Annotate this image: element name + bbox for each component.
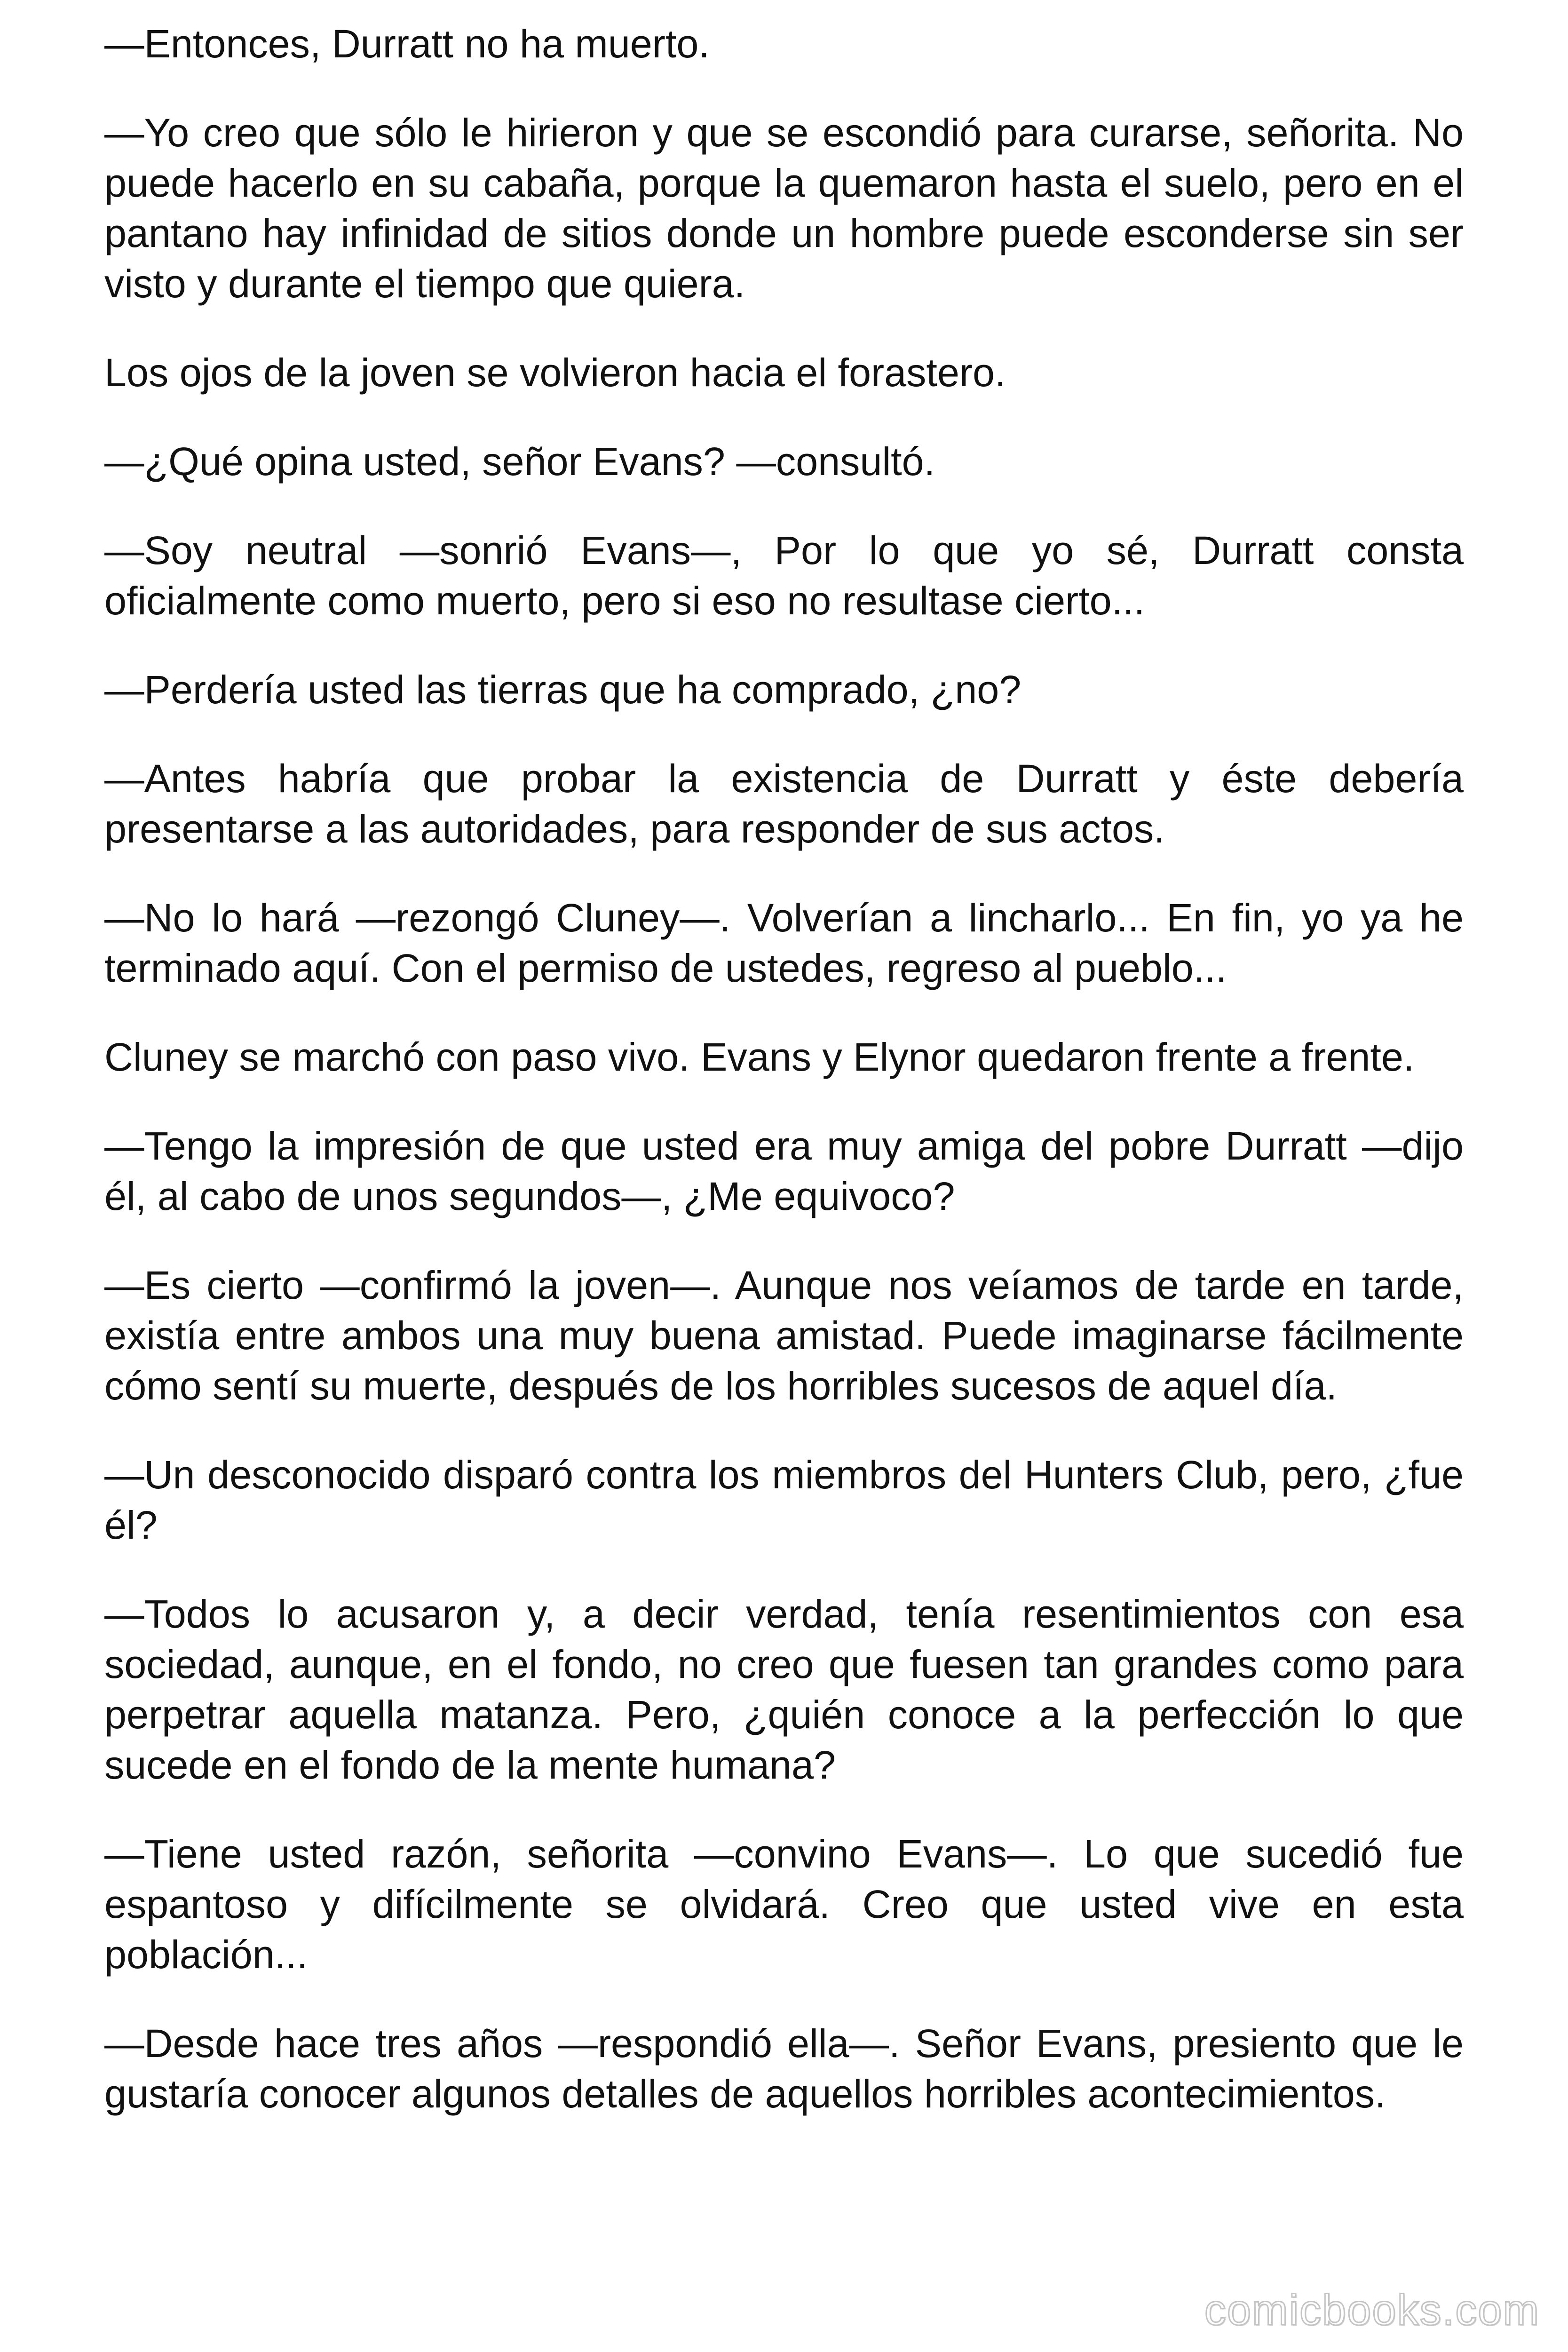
paragraph: —Desde hace tres años —respondió ella—. Señor Evans, presiento que le gustaría conocer algunos detalles de aquellos horribles acontecimientos. <box>104 2021 1464 2116</box>
paragraph: Cluney se marchó con paso vivo. Evans y Elynor quedaron frente a frente. <box>104 1035 1415 1079</box>
paragraph: —Yo creo que sólo le hirieron y que se escondió para curarse, señorita. No puede hacerlo en su cabaña, porque la quemaron hasta el suelo, pero en el pantano hay infinidad de sitios donde un hombre puede esconderse sin ser visto y durante el tiempo que quiera. <box>104 111 1464 306</box>
paragraph: —Es cierto —confirmó la joven—. Aunque nos veíamos de tarde en tarde, existía entre ambos una muy buena amistad. Puede imaginarse fácilmente cómo sentí su muerte, después de los horribles sucesos de aquel día. <box>104 1263 1464 1408</box>
watermark: comicbooks.com <box>1204 2286 1540 2334</box>
paragraph: —Soy neutral —sonrió Evans—, Por lo que yo sé, Durratt consta oficialmente como muerto, pero si eso no resultase cierto... <box>104 528 1464 623</box>
paragraph: —¿Qué opina usted, señor Evans? —consultó. <box>104 439 935 484</box>
paragraph: —Tiene usted razón, señorita —convino Evans—. Lo que sucedió fue espantoso y difícilmente se olvidará. Creo que usted vive en esta población... <box>104 1832 1464 1977</box>
paragraph: —Antes habría que probar la existencia de Durratt y éste debería presentarse a las autoridades, para responder de sus actos. <box>104 756 1464 851</box>
paragraph: —No lo hará —rezongó Cluney—. Volverían a lincharlo... En fin, yo ya he terminado aquí. Con el permiso de ustedes, regreso al pueblo... <box>104 896 1464 990</box>
page-body <box>104 19 1464 2158</box>
paragraph: —Tengo la impresión de que usted era muy amiga del pobre Durratt —dijo él, al cabo de unos segundos—, ¿Me equivoco? <box>104 1124 1464 1218</box>
paragraph: —Entonces, Durratt no ha muerto. <box>104 22 710 66</box>
paragraph: Los ojos de la joven se volvieron hacia el forastero. <box>104 350 1006 395</box>
paragraph: —Un desconocido disparó contra los miembros del Hunters Club, pero, ¿fue él? <box>104 1453 1464 1547</box>
paragraph: —Todos lo acusaron y, a decir verdad, tenía resentimientos con esa sociedad, aunque, en el fondo, no creo que fuesen tan grandes como para perpetrar aquella matanza. Pero, ¿quién conoce a la perfección lo que sucede en el fondo de la mente humana? <box>104 1592 1464 1787</box>
paragraph: —Perdería usted las tierras que ha comprado, ¿no? <box>104 667 1022 712</box>
